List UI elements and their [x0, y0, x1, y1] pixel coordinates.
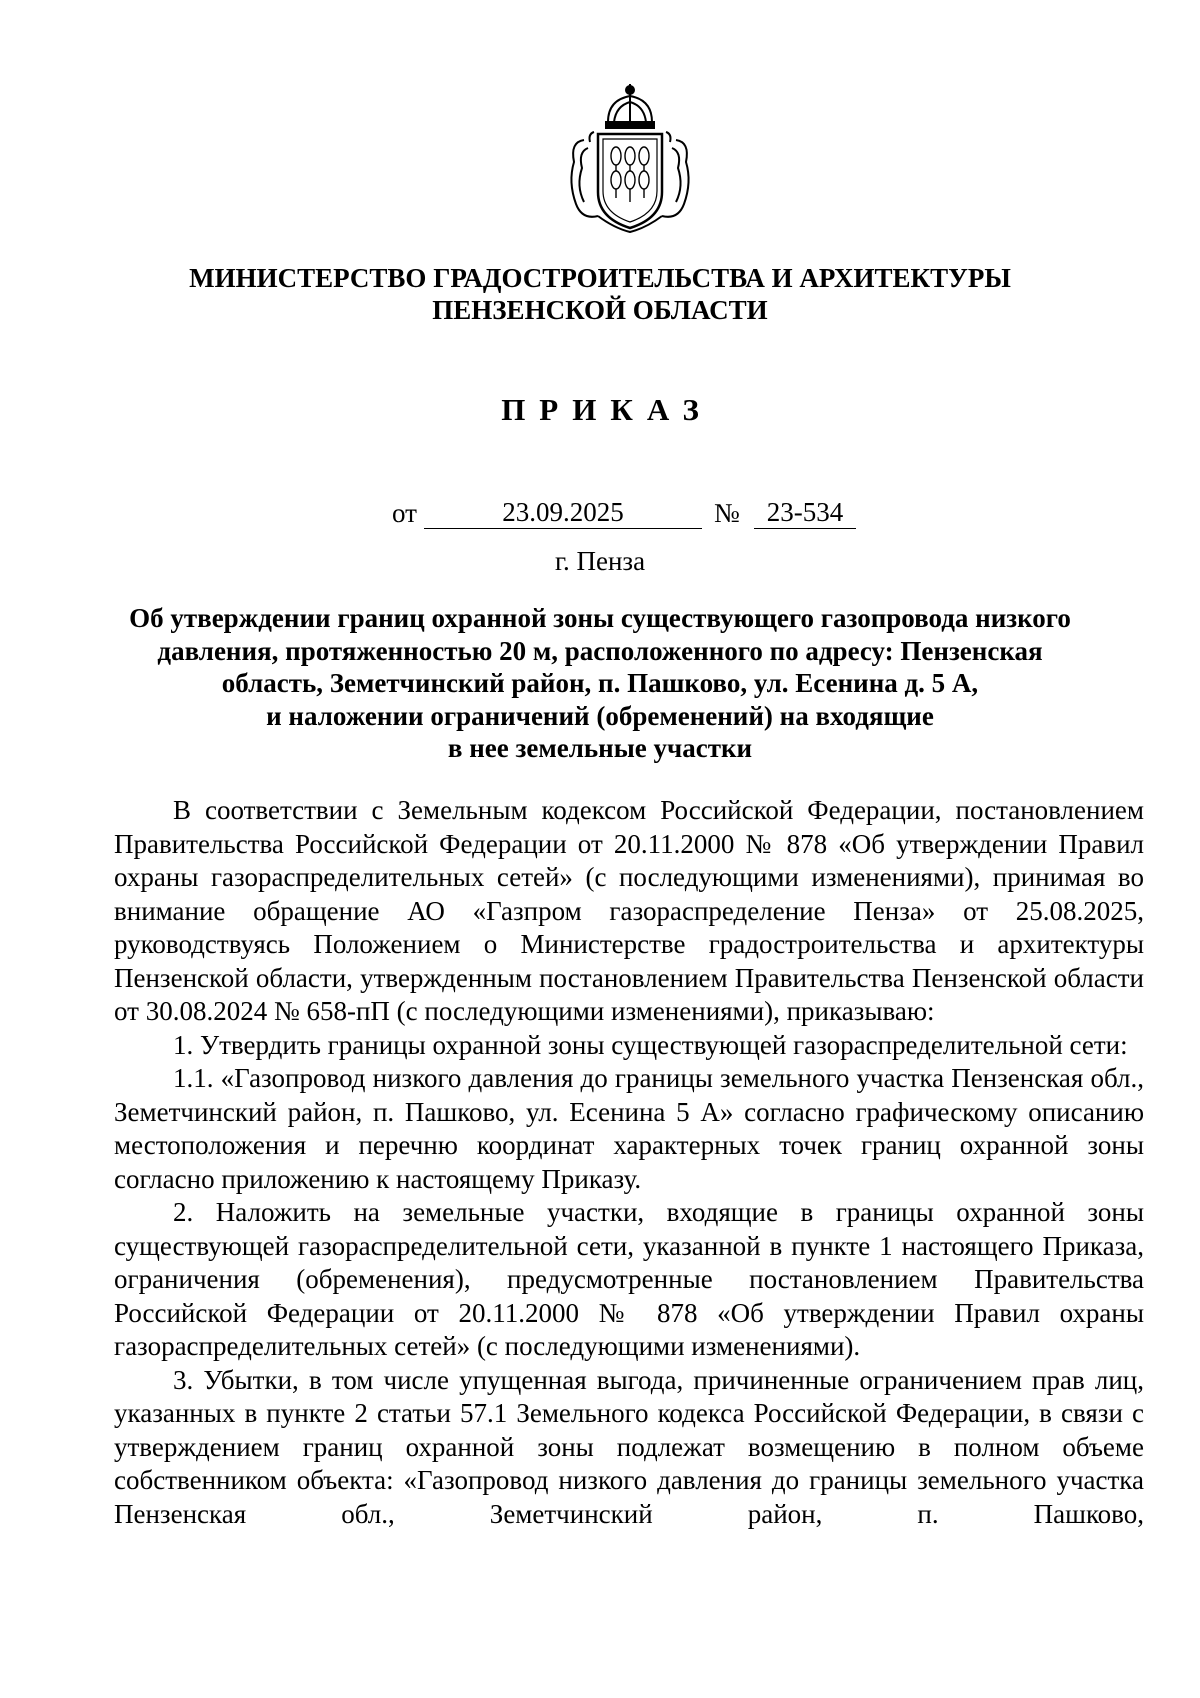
order-body — [114, 794, 1144, 1531]
date-label: от — [392, 498, 417, 528]
item-3-paragraph: 3. Убытки, в том числе упущенная выгода, причиненные ограничением прав лиц, указанных в пункте 2 статьи 57.1 Земельного кодекса Российской Федерации, в связи с утверждением границ охранной зоны подлежат возмещению в полном объеме собственником объекта: «Газопровод низкого давления до границы земельного участка Пензенская обл., Земетчинский район, п. Пашково, — [114, 1364, 1144, 1529]
ministry-name-line-2: ПЕНЗЕНСКОЙ ОБЛАСТИ — [432, 295, 768, 325]
order-date: 23.09.2025 — [424, 496, 702, 529]
subject-line-3: область, Земетчинский район, п. Пашково, ул. Есенина д. 5 А, — [221, 668, 979, 698]
subject-line-1: Об утверждении границ охранной зоны существующего газопровода низкого — [129, 603, 1071, 633]
item-2-paragraph: 2. Наложить на земельные участки, входящие в границы охранной зоны существующей газораспределительной сети, указанной в пункте 1 настоящего Приказа, ограничения (обременения), предусмотренные постановлением Правительства Российской Федерации от 20.11.2000 № 878 «Об утверждении Правил охраны газораспределительных сетей» (с последующими изменениями). — [114, 1197, 1144, 1361]
item-1-1-paragraph: 1.1. «Газопровод низкого давления до границы земельного участка Пензенская обл., Земетчинский район, п. Пашково, ул. Есенина 5 А» согласно графическому описанию местоположения и перечню координат характерных точек границ охранной зоны согласно приложению к настоящему Приказу. — [114, 1063, 1144, 1194]
subject-line-4: и наложении ограничений (обременений) на входящие — [266, 700, 934, 731]
number-label: № — [714, 498, 740, 528]
ministry-name — [0, 262, 1200, 326]
ministry-name-line-1: МИНИСТЕРСТВО ГРАДОСТРОИТЕЛЬСТВА И АРХИТЕКТУРЫ — [189, 263, 1011, 293]
city-of-issue: г. Пенза — [554, 546, 646, 576]
subject-line-2: давления, протяженностью 20 м, расположенного по адресу: Пензенская — [157, 635, 1043, 666]
order-number: 23-534 — [754, 496, 856, 529]
item-1-paragraph: 1. Утвердить границы охранной зоны существующей газораспределительной сети: — [173, 1029, 1128, 1060]
order-subject-heading — [0, 602, 1200, 765]
coat-of-arms-emblem — [564, 82, 696, 234]
preamble-paragraph: В соответствии с Земельным кодексом Российской Федерации, постановлением Правительства Российской Федерации от 20.11.2000 № 878 «Об утверждении Правил охраны газораспределительных сетей» (с последующими изменениями), принимая во внимание обращение АО «Газпром газораспределение Пенза» от 25.08.2025, руководствуясь Положением о Министерстве градостроительства и архитектуры Пензенской области, утвержденным постановлением Правительства Пензенской области от 30.08.2024 № 658-пП (с последующими изменениями), приказываю: — [114, 795, 1144, 1026]
order-title: ПРИКАЗ — [501, 392, 713, 427]
subject-line-5: в нее земельные участки — [447, 733, 753, 763]
